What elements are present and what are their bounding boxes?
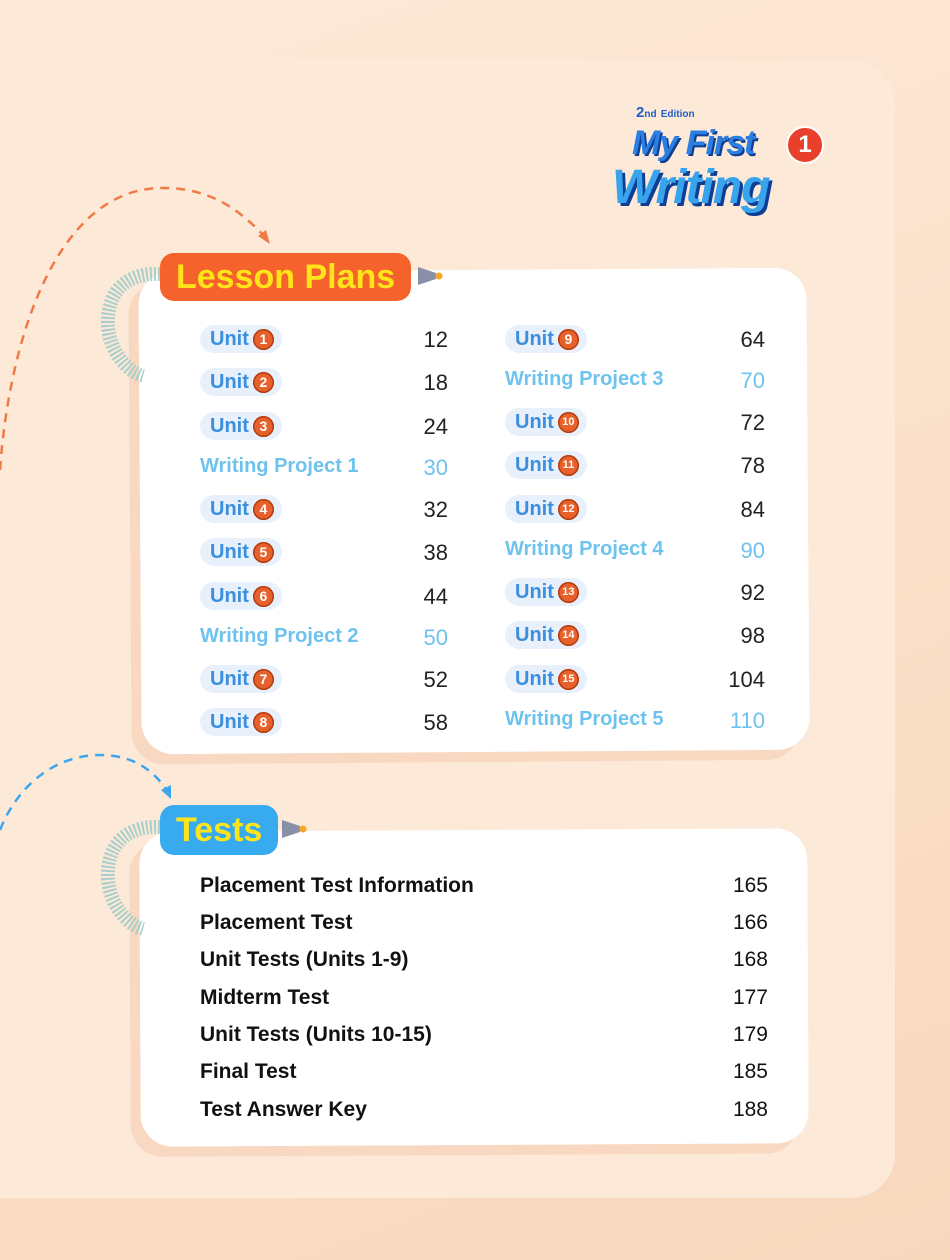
spring-binding-icon bbox=[98, 262, 168, 382]
writing-project-row bbox=[200, 453, 448, 483]
page-number: 166 bbox=[732, 911, 768, 934]
unit-row bbox=[200, 582, 448, 612]
writing-project-row bbox=[200, 623, 448, 653]
unit-row bbox=[200, 665, 448, 695]
page-number: 30 bbox=[423, 455, 448, 480]
logo-level-badge: 1 bbox=[786, 126, 824, 164]
unit-label: Unit bbox=[210, 370, 249, 393]
unit-number-badge: 10 bbox=[558, 412, 579, 433]
pencil-tip-icon bbox=[282, 818, 308, 840]
page-number: 58 bbox=[423, 710, 448, 735]
test-label: Unit Tests (Units 10-15) bbox=[200, 1023, 432, 1046]
unit-row bbox=[505, 578, 765, 608]
unit-label: Unit bbox=[515, 580, 554, 603]
unit-pill bbox=[505, 451, 587, 479]
tests-tab: Tests bbox=[160, 805, 278, 855]
unit-row bbox=[200, 325, 448, 355]
unit-pill bbox=[200, 368, 282, 396]
unit-number-badge: 7 bbox=[253, 669, 274, 690]
unit-pill bbox=[200, 495, 282, 523]
test-label: Test Answer Key bbox=[200, 1098, 367, 1121]
lesson-plans-tab: Lesson Plans bbox=[160, 253, 411, 301]
test-label: Unit Tests (Units 1-9) bbox=[200, 948, 409, 971]
test-row bbox=[200, 1098, 768, 1128]
test-row bbox=[200, 986, 768, 1016]
test-row bbox=[200, 948, 768, 978]
unit-label: Unit bbox=[210, 584, 249, 607]
writing-project-label: Writing Project 1 bbox=[200, 455, 359, 477]
page-number: 64 bbox=[740, 327, 765, 352]
unit-label: Unit bbox=[515, 667, 554, 690]
page-number: 185 bbox=[732, 1060, 768, 1083]
unit-row bbox=[505, 665, 765, 695]
writing-project-label: Writing Project 5 bbox=[505, 708, 664, 730]
unit-pill bbox=[200, 665, 282, 693]
page-number: 12 bbox=[423, 327, 448, 352]
test-row bbox=[200, 911, 768, 941]
page-number: 78 bbox=[740, 453, 765, 478]
unit-label: Unit bbox=[515, 453, 554, 476]
unit-number-badge: 4 bbox=[253, 499, 274, 520]
unit-number-badge: 11 bbox=[558, 455, 579, 476]
unit-number-badge: 2 bbox=[253, 372, 274, 393]
unit-pill bbox=[505, 408, 587, 436]
page-number: 72 bbox=[740, 410, 765, 435]
unit-label: Unit bbox=[210, 414, 249, 437]
page-number: 44 bbox=[423, 584, 448, 609]
unit-label: Unit bbox=[210, 540, 249, 563]
test-row bbox=[200, 1023, 768, 1053]
pencil-tip-icon bbox=[418, 265, 444, 287]
page-number: 177 bbox=[732, 986, 768, 1009]
unit-row bbox=[505, 451, 765, 481]
page-number: 38 bbox=[423, 540, 448, 565]
page-number: 50 bbox=[423, 625, 448, 650]
unit-pill bbox=[200, 538, 282, 566]
unit-row bbox=[505, 495, 765, 525]
unit-pill bbox=[505, 578, 587, 606]
unit-number-badge: 12 bbox=[558, 499, 579, 520]
page-number: 70 bbox=[740, 368, 765, 393]
page-number: 104 bbox=[728, 667, 765, 692]
unit-pill bbox=[505, 621, 587, 649]
unit-pill bbox=[505, 665, 587, 693]
unit-row bbox=[200, 708, 448, 738]
writing-project-row bbox=[505, 706, 765, 736]
unit-number-badge: 9 bbox=[558, 329, 579, 350]
test-label: Final Test bbox=[200, 1060, 297, 1083]
unit-pill bbox=[200, 412, 282, 440]
page-number: 18 bbox=[423, 370, 448, 395]
test-row bbox=[200, 1060, 768, 1090]
test-row bbox=[200, 874, 768, 904]
unit-label: Unit bbox=[515, 497, 554, 520]
edition-label: 2nd Edition bbox=[636, 104, 695, 121]
test-label: Placement Test bbox=[200, 911, 353, 934]
unit-pill bbox=[200, 582, 282, 610]
unit-label: Unit bbox=[515, 623, 554, 646]
spring-binding-icon bbox=[98, 815, 168, 935]
logo-title-line1: My First bbox=[632, 124, 755, 162]
page-number: 165 bbox=[732, 874, 768, 897]
page-number: 90 bbox=[740, 538, 765, 563]
test-label: Placement Test Information bbox=[200, 874, 474, 897]
unit-label: Unit bbox=[515, 327, 554, 350]
page-number: 52 bbox=[423, 667, 448, 692]
unit-row bbox=[505, 408, 765, 438]
test-label: Midterm Test bbox=[200, 986, 330, 1009]
unit-number-badge: 15 bbox=[558, 669, 579, 690]
page-number: 168 bbox=[732, 948, 768, 971]
unit-label: Unit bbox=[210, 497, 249, 520]
unit-pill bbox=[505, 495, 587, 523]
writing-project-row bbox=[505, 366, 765, 396]
writing-project-label: Writing Project 4 bbox=[505, 538, 664, 560]
page-number: 84 bbox=[740, 497, 765, 522]
unit-pill bbox=[200, 708, 282, 736]
unit-number-badge: 1 bbox=[253, 329, 274, 350]
unit-label: Unit bbox=[210, 667, 249, 690]
unit-row bbox=[505, 325, 765, 355]
unit-number-badge: 13 bbox=[558, 582, 579, 603]
page-number: 188 bbox=[732, 1098, 768, 1121]
unit-number-badge: 5 bbox=[253, 542, 274, 563]
page-number: 92 bbox=[740, 580, 765, 605]
unit-number-badge: 14 bbox=[558, 625, 579, 646]
unit-label: Unit bbox=[210, 327, 249, 350]
book-logo bbox=[600, 100, 830, 225]
unit-pill bbox=[505, 325, 587, 353]
unit-row bbox=[200, 368, 448, 398]
unit-row bbox=[200, 412, 448, 442]
writing-project-label: Writing Project 2 bbox=[200, 625, 359, 647]
writing-project-label: Writing Project 3 bbox=[505, 368, 664, 390]
page-number: 110 bbox=[729, 708, 765, 733]
writing-project-row bbox=[505, 536, 765, 566]
unit-number-badge: 6 bbox=[253, 586, 274, 607]
unit-label: Unit bbox=[210, 710, 249, 733]
page-number: 32 bbox=[423, 497, 448, 522]
unit-number-badge: 8 bbox=[253, 712, 274, 733]
unit-row bbox=[200, 495, 448, 525]
unit-row bbox=[505, 621, 765, 651]
unit-pill bbox=[200, 325, 282, 353]
page-number: 98 bbox=[740, 623, 765, 648]
unit-label: Unit bbox=[515, 410, 554, 433]
logo-title-line2: Writing bbox=[612, 161, 770, 214]
unit-number-badge: 3 bbox=[253, 416, 274, 437]
page-number: 24 bbox=[423, 414, 448, 439]
page-number: 179 bbox=[732, 1023, 768, 1046]
unit-row bbox=[200, 538, 448, 568]
